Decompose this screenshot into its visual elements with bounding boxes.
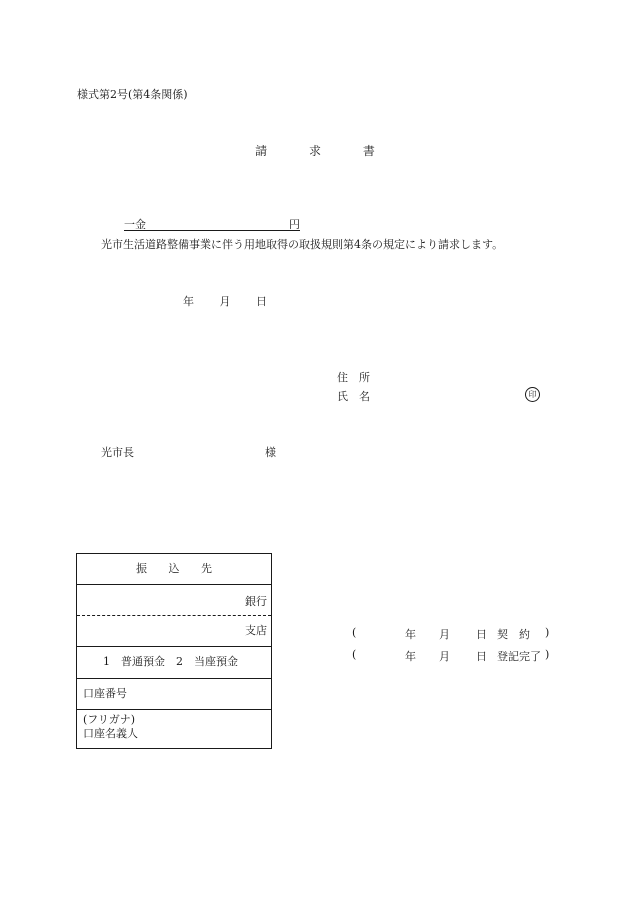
- document-title: [0, 142, 630, 159]
- account-number-label: 口座番号: [83, 687, 127, 700]
- status-open-paren: (: [352, 648, 357, 661]
- bank-name-field[interactable]: [77, 584, 271, 615]
- account-holder-field[interactable]: [77, 709, 271, 748]
- date-field[interactable]: [183, 293, 289, 309]
- request-statement: 光市生活道路整備事業に伴う用地取得の取扱規則第4条の規定により請求します。: [101, 238, 504, 251]
- addressee-honorific: 様: [265, 446, 276, 459]
- status-year: 年: [405, 628, 416, 641]
- title-char: 求: [308, 144, 321, 158]
- amount-prefix: 一金: [124, 218, 146, 231]
- header-char: 込: [168, 562, 180, 575]
- status-day: 日: [476, 650, 487, 663]
- branch-name-field[interactable]: [77, 615, 271, 646]
- account-number-field[interactable]: [77, 678, 271, 709]
- date-day: 日: [256, 295, 267, 308]
- holder-label: 口座名義人: [83, 727, 138, 740]
- addressee-mayor: 光市長: [101, 446, 134, 459]
- address-label: 住 所: [337, 371, 370, 384]
- name-label: 氏 名: [337, 390, 370, 403]
- account-type-field[interactable]: [77, 646, 271, 678]
- status-text: 登記完了: [497, 650, 541, 663]
- status-close-paren: ): [545, 648, 550, 661]
- title-char: 請: [255, 144, 268, 158]
- date-month: 月: [219, 295, 231, 308]
- seal-mark: 印: [525, 387, 540, 402]
- amount-unit: 円: [289, 218, 300, 231]
- form-number: 様式第2号(第4条関係): [77, 88, 188, 101]
- status-month: 月: [439, 628, 450, 641]
- amount-field[interactable]: [124, 216, 300, 231]
- status-open-paren: (: [352, 626, 357, 639]
- header-char: 先: [201, 562, 212, 575]
- status-close-paren: ): [545, 626, 550, 639]
- header-char: 振: [136, 562, 147, 575]
- holder-kana-label: (フリガナ): [83, 713, 136, 726]
- title-char: 書: [362, 144, 375, 158]
- bank-transfer-table: [76, 553, 272, 749]
- status-year: 年: [405, 650, 416, 663]
- date-year: 年: [183, 295, 194, 308]
- account-type-options: 1 普通預金 2 当座預金: [103, 655, 238, 668]
- branch-label: 支店: [245, 624, 267, 637]
- status-text: 契 約: [497, 628, 530, 641]
- status-month: 月: [439, 650, 450, 663]
- status-day: 日: [476, 628, 487, 641]
- bank-label: 銀行: [245, 595, 267, 608]
- bank-table-header: [77, 554, 271, 584]
